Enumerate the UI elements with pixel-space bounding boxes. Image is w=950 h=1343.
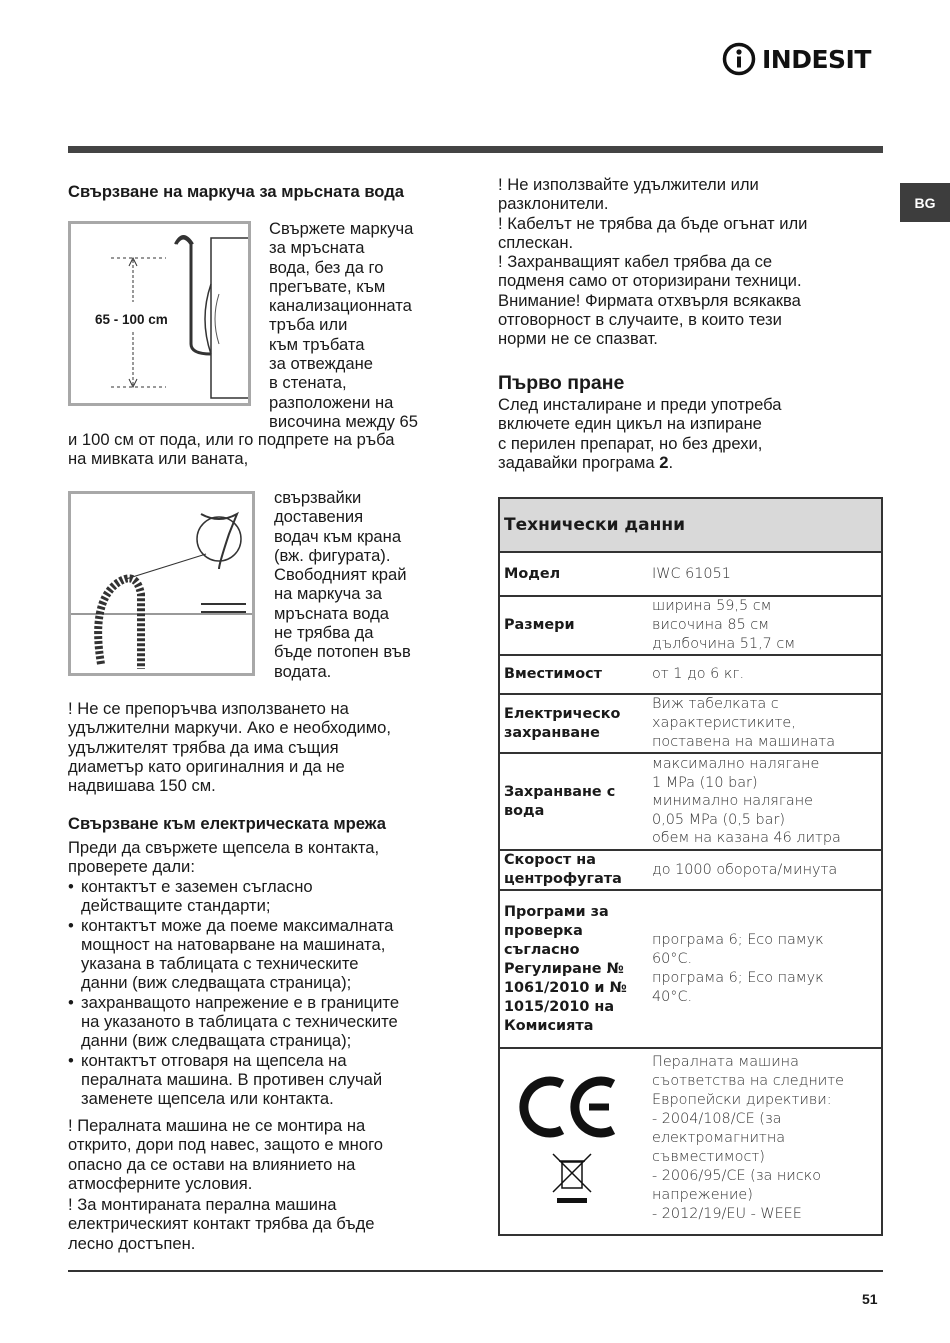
- table-title: Технически данни: [499, 498, 882, 552]
- table-row: [499, 753, 882, 850]
- hose-guide-illustration: [71, 494, 252, 673]
- row-value: IWC 61051: [644, 552, 882, 596]
- row-value: от 1 до 6 кг.: [644, 655, 882, 694]
- checklist-item-text: захранващото напрежение е в границите на указаното в таблицата с техническите данни (виж следващата страница);: [81, 992, 400, 1051]
- technical-data-table: [498, 497, 883, 1236]
- row-label: Модел: [499, 552, 644, 596]
- first-wash-body: След инсталиране и преди употреба включете един цикъл на изпиране с перилен препарат, но без дрехи, задавайки програма: [498, 395, 782, 472]
- first-wash-heading: Първо пране: [498, 372, 625, 394]
- checklist-item: • контактът отговаря на щепсела на пералната машина. В противен случай заменете щепсела или контакта.: [68, 1050, 383, 1109]
- hose-on-tap-figure: [68, 491, 255, 676]
- drain-hose-heading: Свързване на маркуча за мрьсната вода: [68, 182, 404, 201]
- weee-bin-icon: [553, 1154, 591, 1192]
- drain-height-figure: [68, 221, 251, 406]
- drain-instructions-side: Свържете маркуча за мръсната вода, без да го прегъвате, към канализационната тръба или към тръбата за отвеждане в стената, разположени на височина между 65: [269, 219, 418, 431]
- extension-hose-note: ! Не се препоръчва използването на удължителни маркучи. Ако е необходимо, удължителят трябва да има същия диаметър като оригиналния и да не надвишава 150 см.: [68, 699, 391, 796]
- indesit-logo: [722, 42, 871, 76]
- electric-checklist: [68, 877, 458, 1109]
- outdoor-note: ! Пералната машина не се монтира на открито, дори под навес, защото е много опасно да се остави на влиянието на атмосферните условия.: [68, 1116, 383, 1193]
- table-row: [499, 552, 882, 596]
- table-row: [499, 655, 882, 694]
- row-label: Вместимост: [499, 655, 644, 694]
- first-wash-end: .: [668, 452, 674, 472]
- row-value: Виж табелката с характеристиките, поставена на машината: [644, 694, 882, 753]
- ce-row: [499, 1048, 882, 1235]
- row-value: до 1000 оборота/минута: [644, 850, 882, 890]
- ce-directives-text: Пералната машина съответства на следните Европейски директиви: - 2004/108/CE (за електромагнитна съвместимост) - 2006/95/CE (за ниско напрежение) - 2012/19/EU - WEEE: [644, 1048, 882, 1235]
- table-row: [499, 596, 882, 655]
- indesit-i-icon: [722, 42, 756, 76]
- hose-guide-text: свързвайки доставения водач към крана (вж. фигурата). Свободният край на маркуча за мръсната вода не трябва да бъде потопен във водата.: [274, 488, 411, 681]
- row-value: програма 6; Eco памук 60°C. програма 6; Eco памук 40°C.: [644, 890, 882, 1048]
- page-number: 51: [862, 1291, 878, 1307]
- drain-instructions-cont: и 100 см от пода, или го подпрете на ръба на мивката или ваната,: [68, 430, 395, 469]
- first-wash-program: 2: [659, 452, 669, 472]
- language-tab: BG: [900, 183, 950, 222]
- electric-intro: Преди да свържете щепсела в контакта, проверете дали:: [68, 838, 380, 877]
- first-wash-text: [498, 395, 782, 472]
- height-range-label: 65 - 100 cm: [95, 312, 168, 327]
- header-rule: [68, 146, 883, 153]
- row-label: Захранване с вода: [499, 753, 644, 850]
- checklist-item-text: контактът отговаря на щепсела на пералната машина. В противен случай заменете щепсела или контакта.: [81, 1050, 383, 1109]
- table-row: [499, 890, 882, 1048]
- checklist-item-text: контактът може да поеме максималната мощност на натоварване на машината, указана в таблицата с техническите данни (виж следващата страница);: [81, 915, 394, 993]
- checklist-item: • контактът е заземен съгласно действащите стандарти;: [68, 877, 313, 916]
- checklist-item: • контактът може да поеме максималната мощност на натоварване на машината, указана в таблицата с техническите данни (виж следващата страница);: [68, 915, 394, 993]
- row-label: Програми за проверка съгласно Регулиране № 1061/2010 и № 1015/2010 на Комисията: [499, 890, 644, 1048]
- checklist-item-text: контактът е заземен съгласно действащите стандарти;: [81, 877, 313, 916]
- table-row: [499, 694, 882, 753]
- access-note: ! За монтираната перална машина електрическият контакт трябва да бъде лесно достъпен.: [68, 1195, 375, 1253]
- row-label: Размери: [499, 596, 644, 655]
- row-label: Електрическо захранване: [499, 694, 644, 753]
- row-label: Скорост на центрофугата: [499, 850, 644, 890]
- table-row: [499, 850, 882, 890]
- row-value: максимално налягане 1 MPa (10 bar) минимално налягане 0,05 MPa (0,5 bar) обем на казана 46 литра: [644, 753, 882, 850]
- row-value: ширина 59,5 см височина 85 см дълбочина 51,7 см: [644, 596, 882, 655]
- checklist-item: • захранващото напрежение е в границите на указаното в таблицата с техническите данни (виж следващата страница);: [68, 992, 400, 1051]
- cable-warnings: ! Не използвайте удължители или разклонители. ! Кабелът не трябва да бъде огънат или сплескан. ! Захранващият кабел трябва да се подменя само от оторизирани техници. Внимание! Фирмата отхвърля всякаква отговорност в случаите, в които тези норми не се спазват.: [498, 175, 808, 349]
- electric-heading: Свързване към електрическата мрежа: [68, 814, 386, 833]
- footer-rule: [68, 1270, 883, 1272]
- logo-text: INDESIT: [762, 44, 871, 74]
- table-header-row: [499, 498, 882, 552]
- ce-mark-icon: [517, 1064, 627, 1214]
- ce-symbols: [499, 1048, 644, 1235]
